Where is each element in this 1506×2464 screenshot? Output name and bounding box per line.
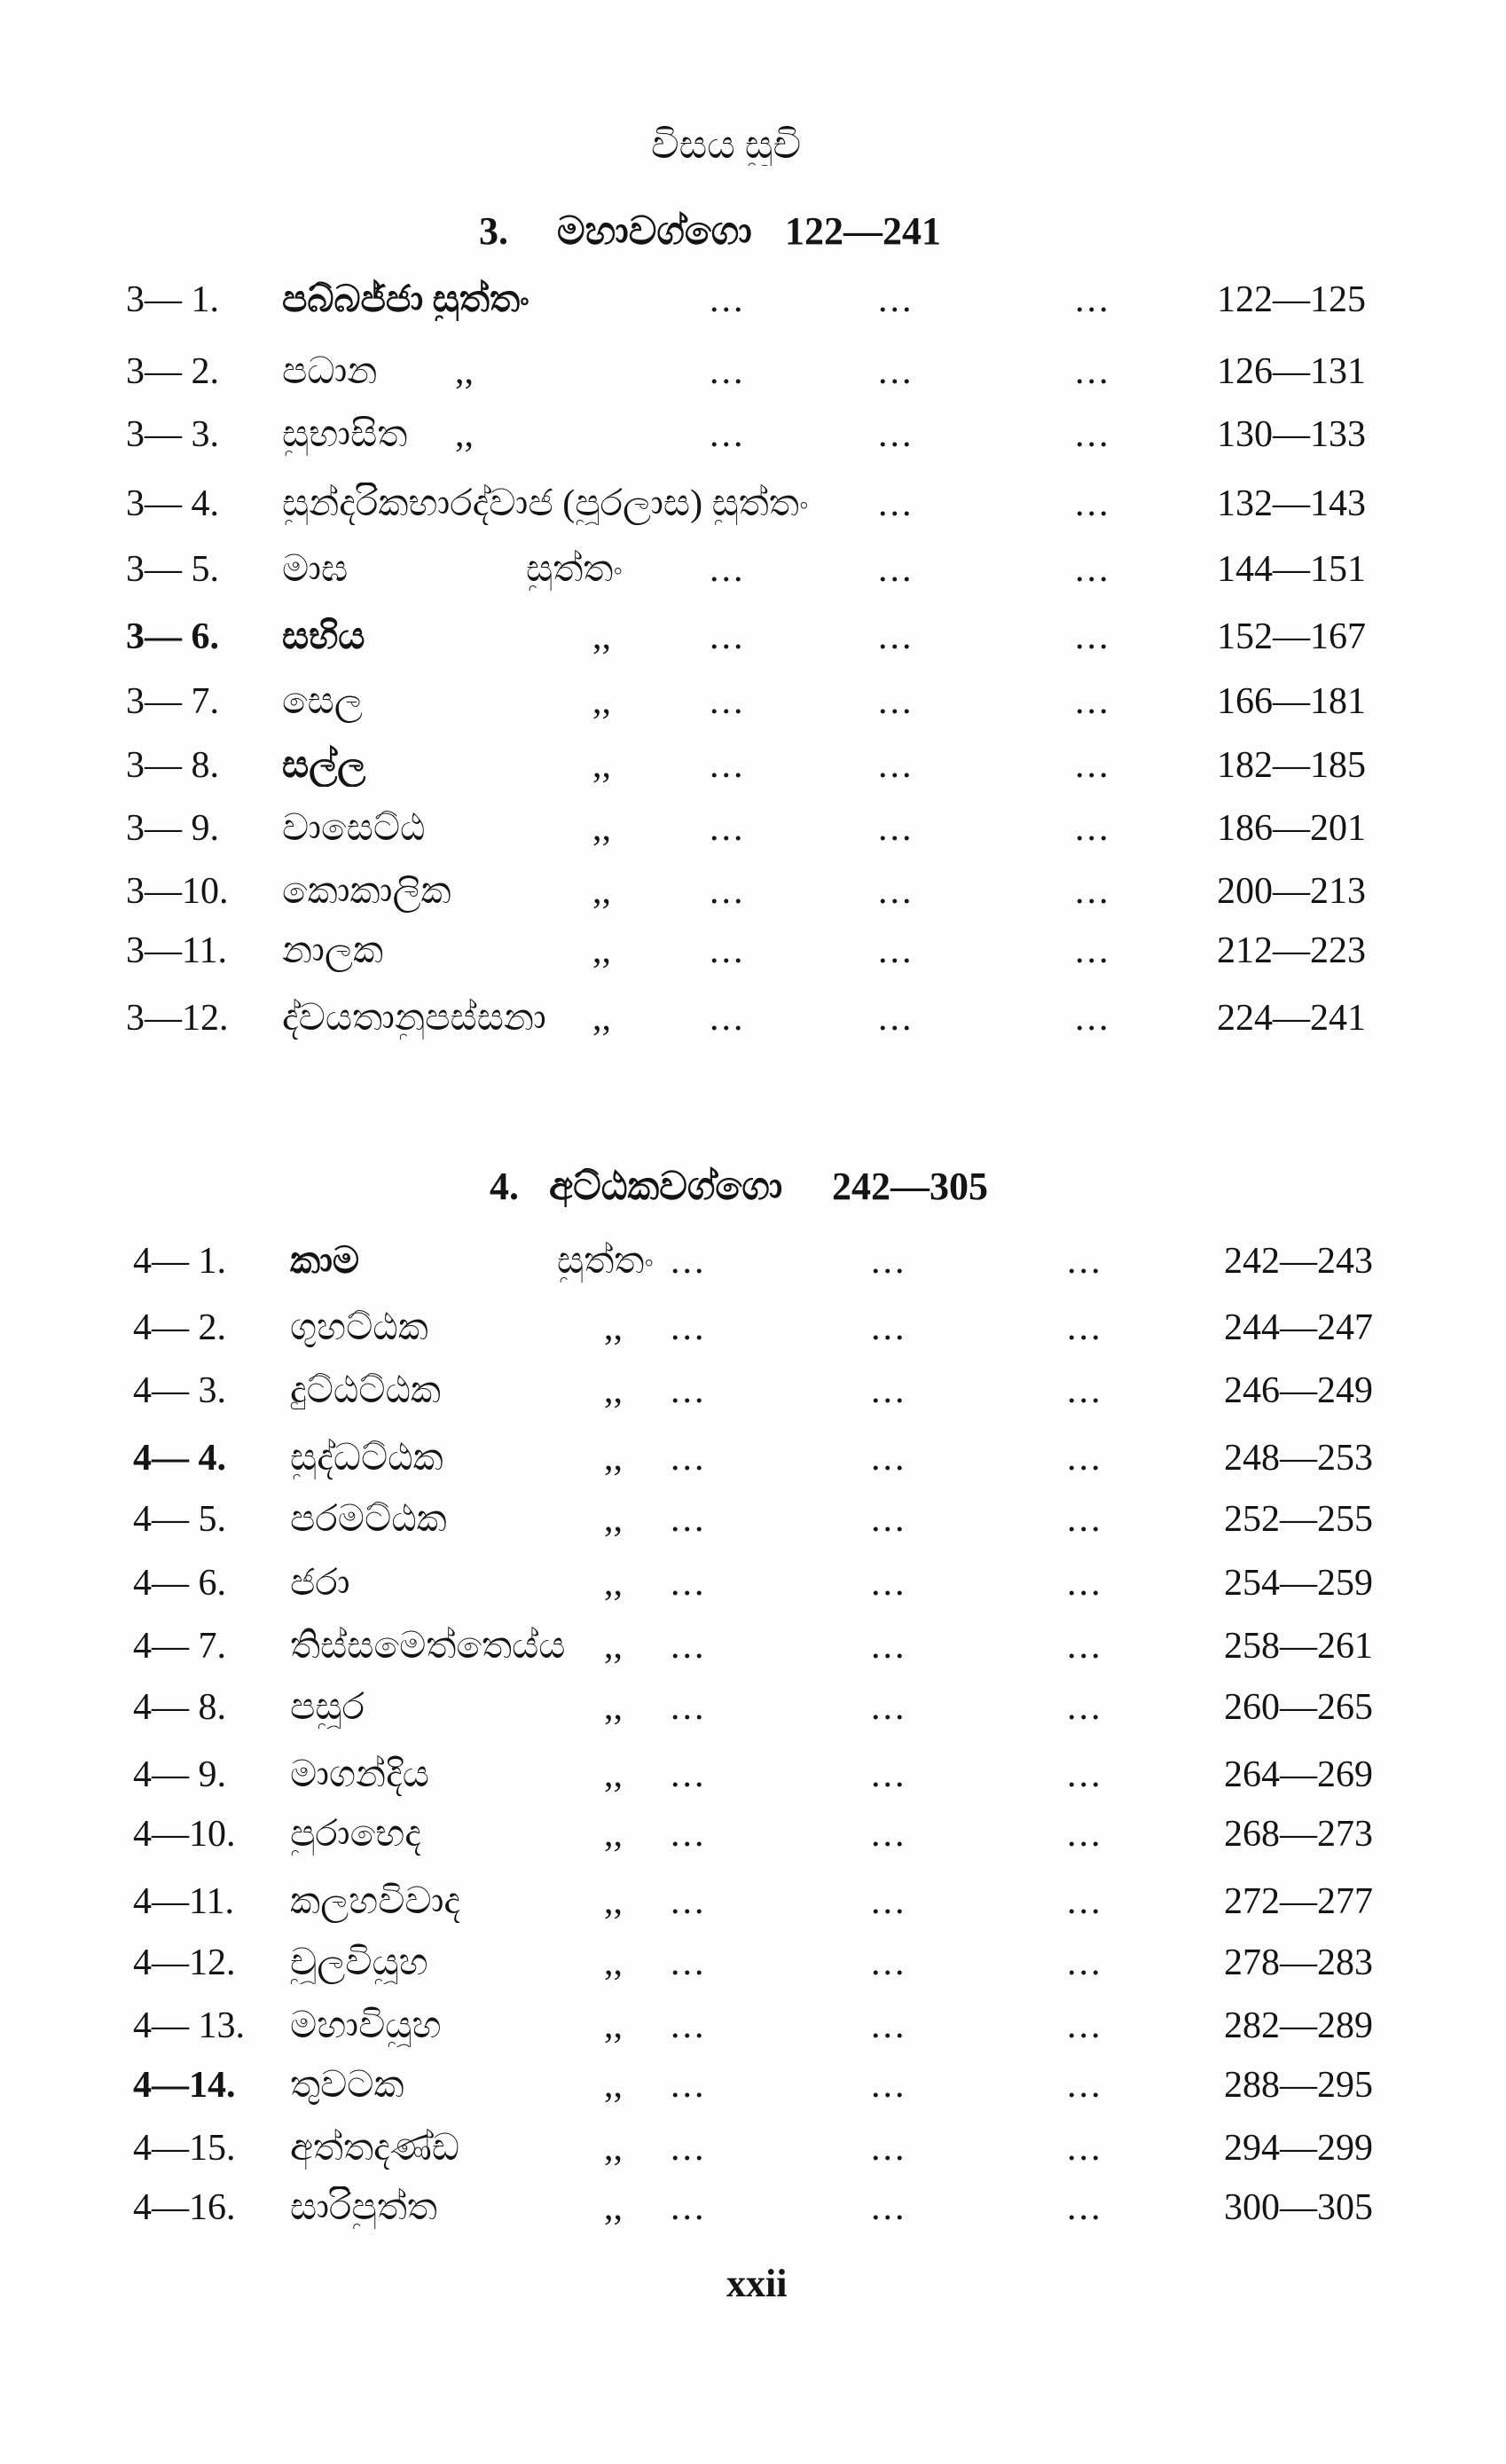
leader-dots: ... (671, 1881, 707, 1922)
toc-row (0, 279, 1506, 321)
leader-dots: ... (671, 1499, 707, 1540)
item-title: වාසෙට්ඨ (282, 808, 426, 849)
leader-dots: ... (871, 1438, 907, 1479)
leader-dots: ... (1067, 1626, 1103, 1667)
leader-dots: ... (710, 808, 746, 849)
item-number: 4— 3. (133, 1370, 226, 1411)
toc-row (0, 1754, 1506, 1796)
leader-dots: ... (878, 279, 914, 320)
ditto-mark: ,, (604, 1942, 623, 1983)
leader-dots: ... (710, 998, 746, 1039)
item-pages: 126—131 (1217, 351, 1366, 392)
item-pages: 252—255 (1224, 1499, 1373, 1540)
leader-dots: ... (1067, 2005, 1103, 2046)
leader-dots: ... (878, 681, 914, 722)
toc-row (0, 1240, 1506, 1283)
ditto-mark: ,, (604, 1754, 623, 1795)
item-title: සුද්ධට්ඨක (290, 1438, 443, 1479)
leader-dots: ... (1067, 1687, 1103, 1728)
toc-row (0, 744, 1506, 787)
section-title: අට්ඨකවග්ගො (549, 1166, 783, 1207)
leader-dots: ... (878, 930, 914, 971)
ditto-mark: ,, (592, 871, 611, 912)
toc-row (0, 413, 1506, 456)
ditto-mark: ,, (592, 745, 611, 786)
item-suffix: සුත්තං (557, 1241, 655, 1282)
ditto-mark: ,, (592, 930, 611, 971)
item-number: 4— 4. (133, 1438, 226, 1479)
item-number: 4—12. (133, 1942, 236, 1983)
leader-dots: ... (871, 1687, 907, 1728)
toc-row (0, 2064, 1506, 2107)
ditto-mark: ,, (604, 1370, 623, 1411)
item-title: මාගන්දිය (290, 1754, 429, 1795)
leader-dots: ... (710, 681, 746, 722)
item-pages: 186—201 (1217, 808, 1366, 849)
leader-dots: ... (871, 2005, 907, 2046)
leader-dots: ... (1067, 1942, 1103, 1983)
item-title: සුන්දරිකභාරද්වාජ (පූරලාස) සුත්තං (282, 483, 809, 524)
leader-dots: ... (871, 2128, 907, 2169)
item-title: සුභාසිත (282, 414, 408, 455)
page-title: විසය සූචි (651, 125, 802, 166)
section-number: 4. (490, 1165, 519, 1208)
item-title: අත්තදණ්ඩ (290, 2128, 460, 2169)
leader-dots: ... (671, 2187, 707, 2228)
item-number: 4— 6. (133, 1563, 226, 1604)
toc-row (0, 616, 1506, 658)
toc-row (0, 930, 1506, 972)
section-number: 3. (479, 209, 508, 253)
ditto-mark: ,, (604, 1307, 623, 1348)
item-title: ද්වයතානුපස්සනා (282, 998, 546, 1039)
leader-dots: ... (671, 1370, 707, 1411)
leader-dots: ... (1067, 1370, 1103, 1411)
item-number: 3— 9. (126, 808, 219, 849)
item-number: 4— 1. (133, 1241, 226, 1282)
leader-dots: ... (710, 616, 746, 657)
ditto-mark: ,, (604, 1438, 623, 1479)
item-pages: 244—247 (1224, 1307, 1373, 1348)
item-title: තුවටක (290, 2065, 404, 2106)
toc-row (0, 2186, 1506, 2229)
item-pages: 246—249 (1224, 1370, 1373, 1411)
leader-dots: ... (1075, 681, 1111, 722)
item-number: 3—12. (126, 998, 229, 1039)
toc-row (0, 1437, 1506, 1479)
item-number: 4— 5. (133, 1499, 226, 1540)
leader-dots: ... (878, 998, 914, 1039)
leader-dots: ... (871, 1241, 907, 1282)
leader-dots: ... (871, 1942, 907, 1983)
toc-row (0, 680, 1506, 723)
toc-row (0, 350, 1506, 393)
item-pages: 182—185 (1217, 745, 1366, 786)
item-title: පුරාභෙද (290, 1814, 421, 1855)
item-pages: 166—181 (1217, 681, 1366, 722)
item-number: 3— 2. (126, 351, 219, 392)
item-title: සෙල (282, 681, 363, 722)
item-suffix: සුත්තං (526, 549, 624, 590)
leader-dots: ... (878, 616, 914, 657)
ditto-mark: ,, (604, 1563, 623, 1604)
item-title: ජරා (290, 1563, 350, 1604)
item-pages: 254—259 (1224, 1563, 1373, 1604)
item-number: 3— 1. (126, 279, 219, 320)
item-title: සාරිපුත්ත (290, 2187, 438, 2228)
item-title: පරමට්ඨක (290, 1499, 447, 1540)
item-number: 3— 8. (126, 745, 219, 786)
leader-dots: ... (878, 549, 914, 590)
leader-dots: ... (1067, 2187, 1103, 2228)
leader-dots: ... (871, 1754, 907, 1795)
item-title: තිස්සමෙත්තෙය්ය (290, 1626, 566, 1667)
leader-dots: ... (878, 483, 914, 524)
item-title: පබ්බජ්ජා සුත්තං (282, 279, 529, 320)
ditto-mark: ,, (455, 351, 474, 392)
item-pages: 278—283 (1224, 1942, 1373, 1983)
leader-dots: ... (671, 1438, 707, 1479)
item-pages: 300—305 (1224, 2187, 1373, 2228)
leader-dots: ... (878, 871, 914, 912)
leader-dots: ... (710, 351, 746, 392)
ditto-mark: ,, (592, 998, 611, 1039)
leader-dots: ... (1075, 279, 1111, 320)
item-pages: 294—299 (1224, 2128, 1373, 2169)
toc-row (0, 1498, 1506, 1541)
section-pages: 242—305 (832, 1165, 988, 1208)
item-pages: 144—151 (1217, 549, 1366, 590)
item-title: කාම (290, 1241, 360, 1282)
toc-row (0, 1307, 1506, 1349)
ditto-mark: ,, (604, 2065, 623, 2106)
leader-dots: ... (1075, 351, 1111, 392)
leader-dots: ... (878, 351, 914, 392)
leader-dots: ... (878, 808, 914, 849)
item-number: 3— 7. (126, 681, 219, 722)
leader-dots: ... (671, 1626, 707, 1667)
leader-dots: ... (1067, 1814, 1103, 1855)
leader-dots: ... (871, 1626, 907, 1667)
leader-dots: ... (871, 1307, 907, 1348)
item-pages: 258—261 (1224, 1626, 1373, 1667)
leader-dots: ... (1067, 1438, 1103, 1479)
ditto-mark: ,, (455, 414, 474, 455)
toc-row (0, 483, 1506, 525)
leader-dots: ... (1075, 998, 1111, 1039)
item-number: 4—14. (133, 2065, 236, 2106)
leader-dots: ... (878, 414, 914, 455)
leader-dots: ... (1067, 2128, 1103, 2169)
leader-dots: ... (1075, 871, 1111, 912)
leader-dots: ... (671, 1307, 707, 1348)
leader-dots: ... (871, 1881, 907, 1922)
ditto-mark: ,, (592, 681, 611, 722)
item-number: 3— 5. (126, 549, 219, 590)
leader-dots: ... (671, 1942, 707, 1983)
item-number: 3—11. (126, 930, 227, 971)
leader-dots: ... (671, 1814, 707, 1855)
leader-dots: ... (871, 1370, 907, 1411)
ditto-mark: ,, (604, 2005, 623, 2046)
ditto-mark: ,, (604, 1626, 623, 1667)
item-number: 4— 8. (133, 1687, 226, 1728)
item-number: 4—15. (133, 2128, 236, 2169)
leader-dots: ... (671, 1687, 707, 1728)
section-pages: 122—241 (785, 209, 941, 253)
leader-dots: ... (1067, 1499, 1103, 1540)
item-pages: 132—143 (1217, 483, 1366, 524)
leader-dots: ... (671, 1754, 707, 1795)
toc-row (0, 2127, 1506, 2170)
ditto-mark: ,, (604, 1499, 623, 1540)
toc-row (0, 2005, 1506, 2047)
leader-dots: ... (1067, 1754, 1103, 1795)
item-number: 4—16. (133, 2187, 236, 2228)
leader-dots: ... (871, 1563, 907, 1604)
leader-dots: ... (671, 2128, 707, 2169)
leader-dots: ... (710, 279, 746, 320)
leader-dots: ... (871, 2065, 907, 2106)
item-title: කොකාලික (282, 871, 451, 912)
item-number: 4— 9. (133, 1754, 226, 1795)
leader-dots: ... (1075, 930, 1111, 971)
leader-dots: ... (1075, 414, 1111, 455)
leader-dots: ... (710, 871, 746, 912)
item-title: නාලක (282, 930, 384, 971)
item-title: සභිය (282, 616, 365, 657)
leader-dots: ... (1067, 1881, 1103, 1922)
item-number: 4—11. (133, 1881, 234, 1922)
section-title: මහාවග්ගො (557, 211, 752, 252)
item-pages: 152—167 (1217, 616, 1366, 657)
item-number: 3— 3. (126, 414, 219, 455)
ditto-mark: ,, (604, 1881, 623, 1922)
ditto-mark: ,, (604, 2128, 623, 2169)
toc-row (0, 1369, 1506, 1412)
leader-dots: ... (671, 1563, 707, 1604)
item-pages: 224—241 (1217, 998, 1366, 1039)
item-number: 3— 4. (126, 483, 219, 524)
leader-dots: ... (871, 1814, 907, 1855)
toc-row (0, 1562, 1506, 1605)
toc-row (0, 807, 1506, 850)
item-pages: 288—295 (1224, 2065, 1373, 2106)
item-pages: 212—223 (1217, 930, 1366, 971)
leader-dots: ... (1075, 549, 1111, 590)
leader-dots: ... (878, 745, 914, 786)
item-pages: 200—213 (1217, 871, 1366, 912)
leader-dots: ... (1075, 808, 1111, 849)
leader-dots: ... (710, 549, 746, 590)
item-pages: 122—125 (1217, 279, 1366, 320)
ditto-mark: ,, (604, 1814, 623, 1855)
item-number: 3— 6. (126, 616, 219, 657)
toc-row (0, 997, 1506, 1040)
leader-dots: ... (671, 2005, 707, 2046)
leader-dots: ... (1075, 616, 1111, 657)
item-title: ගුහට්ඨක (290, 1307, 428, 1348)
toc-row (0, 1880, 1506, 1923)
item-title: සල්ල (282, 745, 366, 786)
item-pages: 272—277 (1224, 1881, 1373, 1922)
item-number: 4— 13. (133, 2005, 245, 2046)
leader-dots: ... (710, 745, 746, 786)
leader-dots: ... (1075, 745, 1111, 786)
toc-row (0, 1942, 1506, 1984)
leader-dots: ... (671, 2065, 707, 2106)
toc-row (0, 1813, 1506, 1856)
item-title: පසූර (290, 1687, 365, 1728)
item-title: කලහවිවාද (290, 1881, 461, 1922)
item-title: චූලවියූහ (290, 1942, 428, 1983)
item-pages: 282—289 (1224, 2005, 1373, 2046)
leader-dots: ... (1067, 2065, 1103, 2106)
item-number: 4— 7. (133, 1626, 226, 1667)
leader-dots: ... (1067, 1563, 1103, 1604)
ditto-mark: ,, (604, 2187, 623, 2228)
item-title: පධාන (282, 351, 378, 392)
item-pages: 248—253 (1224, 1438, 1373, 1479)
leader-dots: ... (1067, 1241, 1103, 1282)
toc-row (0, 870, 1506, 913)
leader-dots: ... (710, 414, 746, 455)
item-pages: 264—269 (1224, 1754, 1373, 1795)
item-title: මහාවියූහ (290, 2005, 442, 2046)
item-number: 4—10. (133, 1814, 236, 1855)
item-pages: 268—273 (1224, 1814, 1373, 1855)
leader-dots: ... (1067, 1307, 1103, 1348)
item-title: මාඝ (282, 549, 349, 590)
item-pages: 242—243 (1224, 1241, 1373, 1282)
leader-dots: ... (710, 930, 746, 971)
item-number: 3—10. (126, 871, 229, 912)
item-number: 4— 2. (133, 1307, 226, 1348)
toc-row (0, 548, 1506, 591)
ditto-mark: ,, (592, 616, 611, 657)
leader-dots: ... (871, 1499, 907, 1540)
toc-row (0, 1625, 1506, 1668)
leader-dots: ... (1075, 483, 1111, 524)
item-pages: 130—133 (1217, 414, 1366, 455)
page-number: xxii (726, 2262, 788, 2305)
leader-dots: ... (871, 2187, 907, 2228)
item-pages: 260—265 (1224, 1687, 1373, 1728)
ditto-mark: ,, (604, 1687, 623, 1728)
item-title: දුට්ඨට්ඨක (290, 1370, 442, 1411)
toc-row (0, 1686, 1506, 1729)
ditto-mark: ,, (592, 808, 611, 849)
leader-dots: ... (671, 1241, 707, 1282)
